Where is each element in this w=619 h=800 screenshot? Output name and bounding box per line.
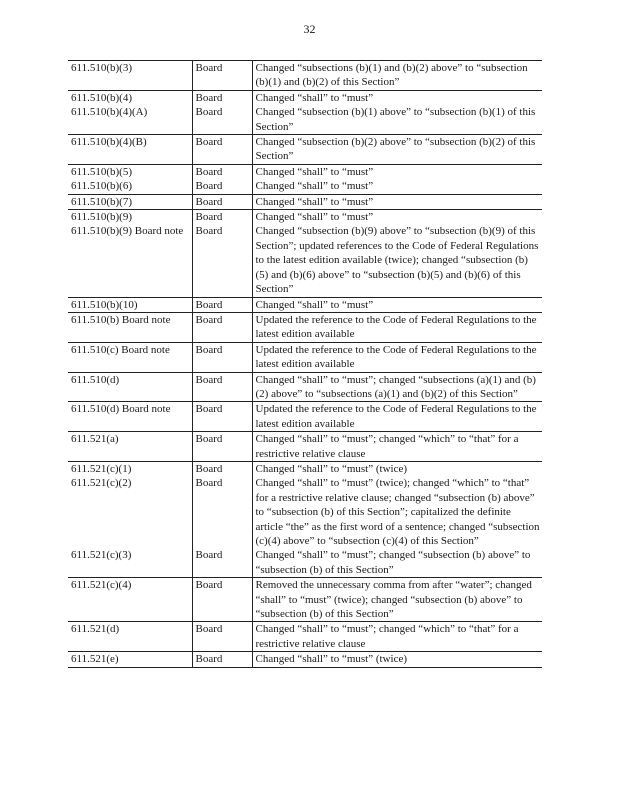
table-row (68, 312, 542, 342)
source-cell: Board (192, 622, 252, 652)
source-cell: Board (192, 194, 252, 209)
change-cell: Changed “shall” to “must”; changed “subsection (b) above” to “subsection (b) of this Section” (255, 549, 531, 576)
source-cell: Board (192, 578, 252, 622)
section-cell: 611.521(c)(2) (71, 477, 132, 490)
section-cell: 611.510(b)(3) (68, 61, 192, 91)
table-row (68, 342, 542, 372)
source-cell: Board (192, 432, 252, 462)
source-cell: Board (192, 164, 252, 179)
change-cell: Changed “shall” to “must”; changed “which” to “that” for a restrictive relative clause (252, 432, 542, 462)
source-cell: Board (192, 548, 252, 577)
section-cell: 611.521(a) (68, 432, 192, 462)
source-cell: Board (192, 476, 252, 548)
table-row (68, 135, 542, 165)
change-cell: Changed “shall” to “must” (twice) (252, 652, 542, 667)
change-cell: Updated the reference to the Code of Federal Regulations to the latest edition available (252, 342, 542, 372)
source-cell: Board (192, 461, 252, 476)
table-row (68, 164, 542, 179)
amendments-table (68, 60, 542, 668)
table-row (68, 90, 542, 105)
section-cell: 611.510(b)(4)(A) (71, 106, 148, 119)
table-row (68, 402, 542, 432)
change-cell: Updated the reference to the Code of Federal Regulations to the latest edition available (252, 402, 542, 432)
change-cell: Changed “subsection (b)(9) above” to “subsection (b)(9) of this Section”; updated references to the Code of Federal Regulations to the latest edition available (twice); changed “subsection (b)(5) and (b)(6) above” to “subsection (b)(5) and (b)(6) of this Section” (255, 225, 539, 296)
change-cell: Changed “shall” to “must” (252, 297, 542, 312)
source-cell: Board (192, 105, 252, 134)
change-cell: Changed “subsection (b)(1) above” to “subsection (b)(1) of this Section” (255, 106, 536, 133)
change-cell: Updated the reference to the Code of Federal Regulations to the latest edition available (252, 312, 542, 342)
table-row (68, 194, 542, 209)
section-cell: 611.510(b)(5) (68, 164, 192, 179)
change-cell: Changed “shall” to “must” (252, 164, 542, 179)
source-cell: Board (192, 135, 252, 165)
change-cell: Changed “shall” to “must” (255, 180, 374, 193)
section-cell: 611.521(c)(3) (71, 549, 132, 562)
section-cell: 611.521(c)(4) (68, 578, 192, 622)
section-cell: 611.510(b)(9) (68, 210, 192, 225)
section-cell: 611.510(b)(4) (68, 90, 192, 105)
source-cell: Board (192, 652, 252, 667)
source-cell: Board (192, 90, 252, 105)
section-cell: 611.521(d) (68, 622, 192, 652)
section-cell: 611.510(b)(7) (68, 194, 192, 209)
source-cell: Board (192, 210, 252, 225)
section-cell: 611.510(c) Board note (68, 342, 192, 372)
section-cell: 611.521(e) (68, 652, 192, 667)
section-cell: 611.510(b)(9) Board note (71, 225, 184, 238)
section-cell: 611.510(b)(4)(B) (68, 135, 192, 165)
change-cell: Changed “shall” to “must” (252, 90, 542, 105)
source-cell: Board (192, 297, 252, 312)
section-cell: 611.510(d) (68, 372, 192, 402)
change-cell: Removed the unnecessary comma from after “water”; changed “shall” to “must” (twice); changed “subsection (b) above” to “subsection (b) of this Section” (252, 578, 542, 622)
table-row (68, 548, 542, 577)
change-cell: Changed “subsection (b)(2) above” to “subsection (b)(2) of this Section” (252, 135, 542, 165)
section-cell: 611.521(c)(1) (68, 461, 192, 476)
table-row (68, 297, 542, 312)
table-row (68, 372, 542, 402)
change-cell: Changed “shall” to “must” (twice); changed “which” to “that” for a restrictive relative clause; changed “subsection (b) above” to “subsection (b) of this Section”; capitalized the definite article “the” as the first word of a sentence; changed “subsection (c)(4) above” to “subsection (c)(4) of this Section” (255, 477, 540, 547)
table-row (68, 224, 542, 297)
change-cell: Changed “shall” to “must” (252, 194, 542, 209)
table-row (68, 622, 542, 652)
page-number: 32 (303, 22, 316, 36)
source-cell: Board (192, 342, 252, 372)
source-cell: Board (192, 312, 252, 342)
change-cell: Changed “shall” to “must” (twice) (252, 461, 542, 476)
table-row (68, 432, 542, 462)
change-cell: Changed “subsections (b)(1) and (b)(2) above” to “subsection (b)(1) and (b)(2) of this Section” (252, 61, 542, 91)
table-row (68, 461, 542, 476)
source-cell: Board (192, 61, 252, 91)
section-cell: 611.510(d) Board note (68, 402, 192, 432)
source-cell: Board (192, 224, 252, 297)
source-cell: Board (192, 402, 252, 432)
source-cell: Board (192, 372, 252, 402)
table-row (68, 210, 542, 225)
source-cell: Board (192, 179, 252, 194)
section-cell: 611.510(b)(6) (71, 180, 132, 193)
section-cell: 611.510(b) Board note (68, 312, 192, 342)
section-cell: 611.510(b)(10) (68, 297, 192, 312)
table-row (68, 61, 542, 91)
change-cell: Changed “shall” to “must” (252, 210, 542, 225)
amendments-table-wrapper (68, 60, 542, 668)
table-row (68, 476, 542, 548)
change-cell: Changed “shall” to “must”; changed “subsections (a)(1) and (b)(2) above” to “subsections (a)(1) and (b)(2) of this Section” (252, 372, 542, 402)
table-row (68, 578, 542, 622)
table-row (68, 105, 542, 134)
table-row (68, 179, 542, 194)
change-cell: Changed “shall” to “must”; changed “which” to “that” for a restrictive relative clause (252, 622, 542, 652)
table-row (68, 652, 542, 667)
